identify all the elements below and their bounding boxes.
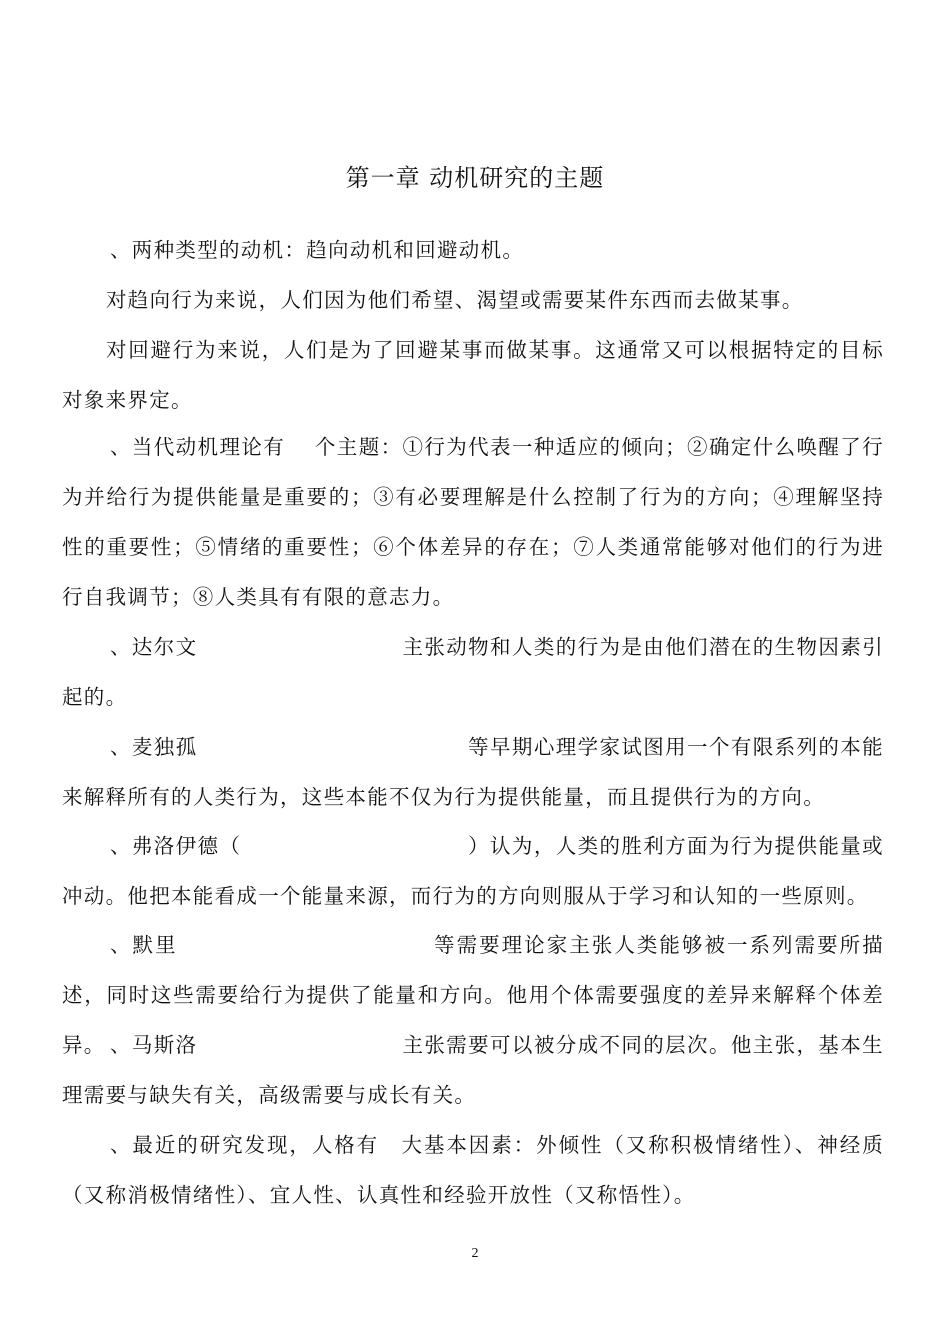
paragraph-darwin: 、达尔文 主张动物和人类的行为是由他们潜在的生物因素引起的。 xyxy=(62,635,884,709)
paragraph-avoidance-behavior: 对回避行为来说，人们是为了回避某事而做某事。这通常又可以根据特定的目标对象来界定。 xyxy=(62,338,884,412)
paragraph-contemporary-themes: 、当代动机理论有 个主题：①行为代表一种适应的倾向；②确定什么唤醒了行为并给行为提供能量是重要的；③有必要理解是什么控制了行为的方向；④理解坚持性的重要性；⑤情绪的重要性；⑥个体差异的存在；⑦人类通常能够对他们的行为进行自我调节；⑧人类具有有限的意志力。 xyxy=(62,435,884,609)
paragraph-maslow: 、马斯洛 主张需要可以被分成不同的层次。他主张，基本生理需要与缺失有关，高级需要与成长有关。 xyxy=(62,1033,884,1107)
paragraph-freud: 、弗洛伊德（ ）认为，人类的胜利方面为行为提供能量或冲动。他把本能看成一个能量来源，而行为的方向则服从于学习和认知的一些原则。 xyxy=(62,834,884,908)
page-number: 2 xyxy=(471,1246,479,1261)
paragraph-personality-factors: 、最近的研究发现，人格有 大基本因素：外倾性（又称积极情绪性）、神经质（又称消极情绪性）、宜人性、认真性和经验开放性（又称悟性）。 xyxy=(62,1133,884,1207)
chapter-title: 第一章 动机研究的主题 xyxy=(345,164,605,192)
paragraph-mcdougall: 、麦独孤 等早期心理学家试图用一个有限系列的本能来解释所有的人类行为，这些本能不仅为行为提供能量，而且提供行为的方向。 xyxy=(62,735,884,809)
paragraph-murray: 、默里 等需要理论家主张人类能够被一系列需要所描述，同时这些需要给行为提供了能量和方向。他用个体需要强度的差异来解释个体差异。 xyxy=(62,933,884,1057)
paragraph-motivation-types: 、两种类型的动机：趋向动机和回避动机。 xyxy=(110,238,525,262)
paragraph-approach-behavior: 对趋向行为来说，人们因为他们希望、渴望或需要某件东西而去做某事。 xyxy=(106,288,804,312)
